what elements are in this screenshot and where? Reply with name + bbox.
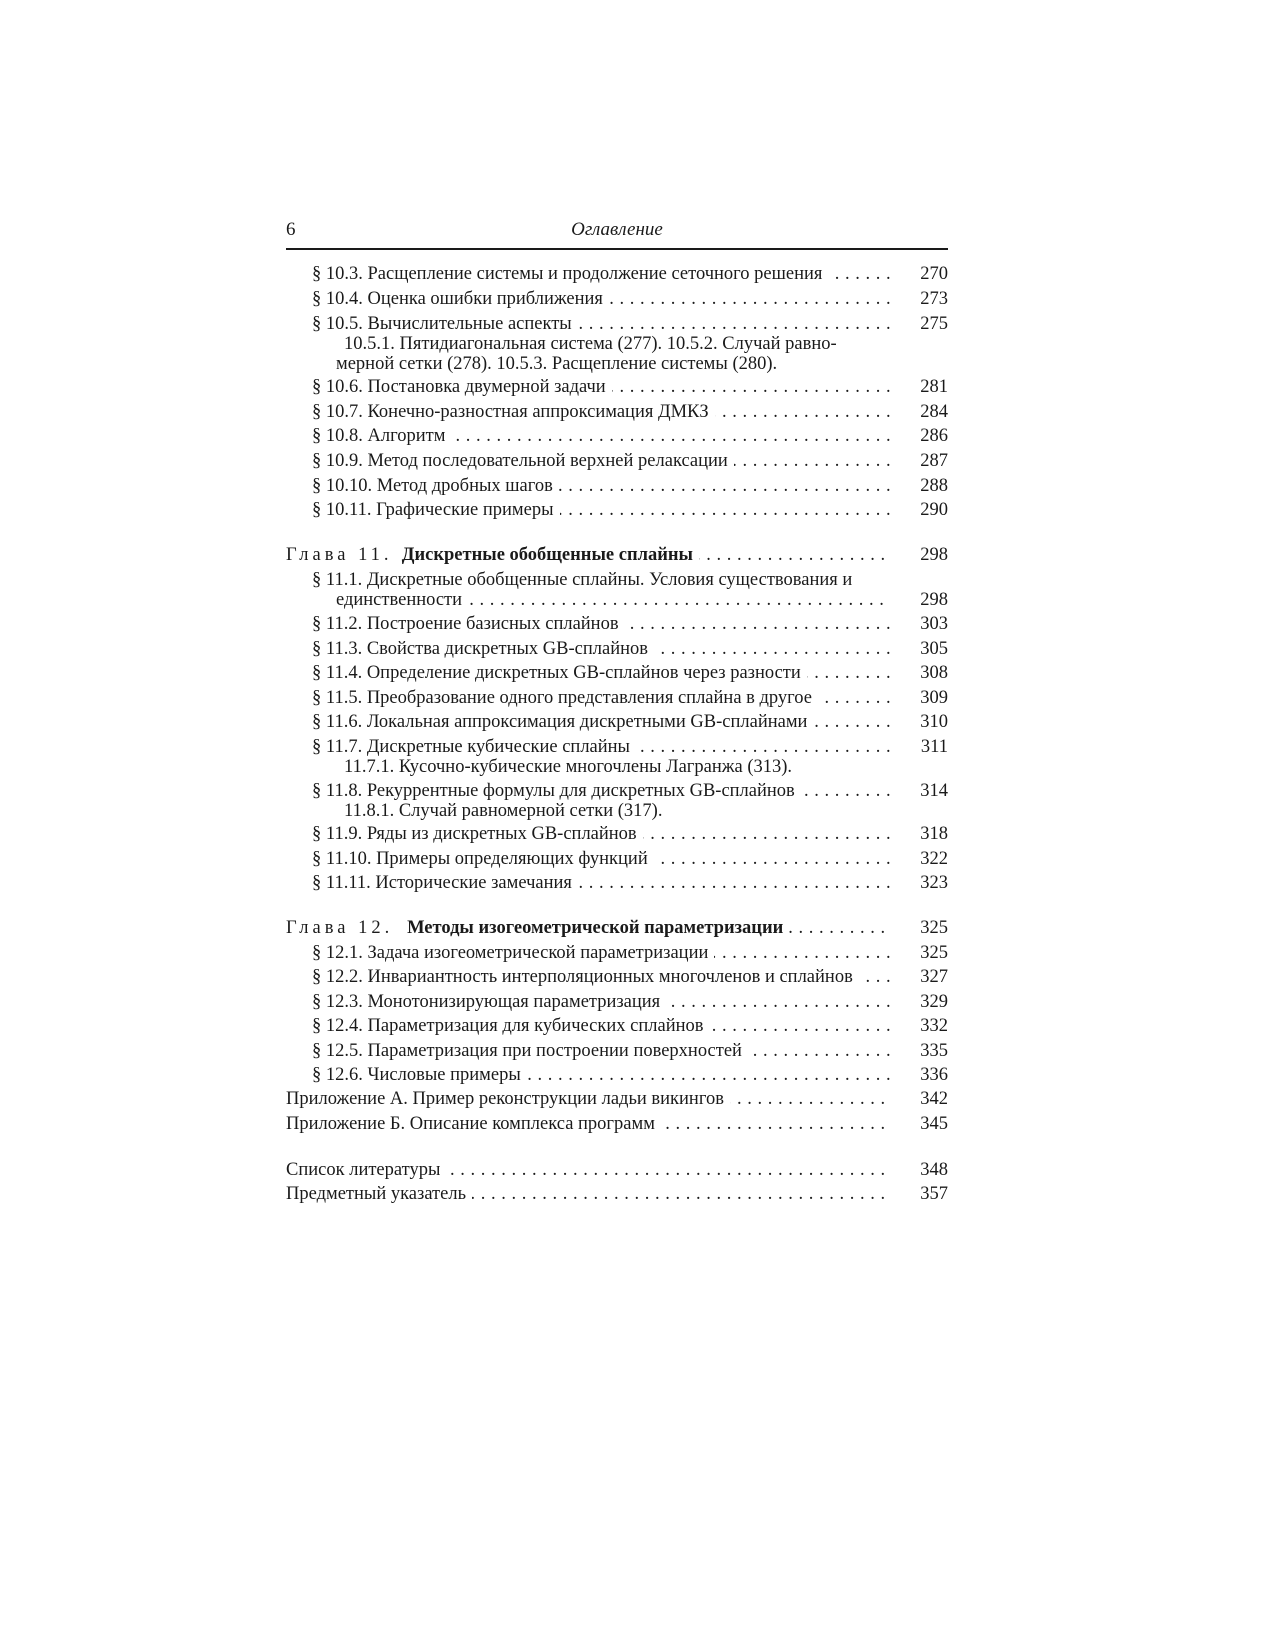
toc-references[interactable] xyxy=(286,1158,948,1182)
toc-entry-page: 329 xyxy=(920,992,948,1012)
toc-entry-12-5[interactable] xyxy=(312,1039,948,1063)
chapter-title: Методы изогеометрической параметризации xyxy=(407,918,784,938)
toc-entry-page: 309 xyxy=(920,688,948,708)
toc-entry-title: § 12.6. Числовые примеры xyxy=(312,1065,527,1085)
toc-chapter-11[interactable] xyxy=(286,543,948,567)
toc-entry-10-3[interactable] xyxy=(312,262,948,286)
toc-entry-11-3[interactable] xyxy=(312,637,948,661)
toc-entry-11-9[interactable] xyxy=(312,822,948,846)
toc-entry-11-6[interactable] xyxy=(312,710,948,734)
toc-entry-10-6[interactable] xyxy=(312,375,948,399)
toc-entry-11-1[interactable] xyxy=(336,588,948,612)
toc-entry-page: 303 xyxy=(920,614,948,634)
toc-entry-title: § 12.5. Параметризация при построении поверхностей xyxy=(312,1041,748,1061)
toc-entry-page: 305 xyxy=(920,639,948,659)
toc-entry-10-9[interactable] xyxy=(312,449,948,473)
toc-entry-title: § 10.9. Метод последовательной верхней релаксации xyxy=(312,451,734,471)
toc-entry-page: 325 xyxy=(920,918,948,938)
toc-entry-page: 323 xyxy=(920,873,948,893)
toc-entry-12-3[interactable] xyxy=(312,990,948,1014)
toc-entry-page: 288 xyxy=(920,476,948,496)
toc-entry-page: 311 xyxy=(920,737,948,757)
page-number: 6 xyxy=(286,219,296,240)
toc-entry-page: 284 xyxy=(920,402,948,422)
toc-entry-page: 310 xyxy=(920,712,948,732)
toc-entry-page: 336 xyxy=(920,1065,948,1085)
toc-entry-page: 314 xyxy=(920,781,948,801)
toc-entry-12-6[interactable] xyxy=(312,1063,948,1087)
toc-subsections-10-5-line-2: мерной сетки (278). 10.5.3. Расщепление системы (280). xyxy=(336,354,778,374)
toc-entry-page: 298 xyxy=(920,545,948,565)
toc-entry-title: § 11.5. Преобразование одного представления сплайна в другое xyxy=(312,688,818,708)
toc-entry-title: § 10.11. Графические примеры xyxy=(312,500,560,520)
running-title: Оглавление xyxy=(571,219,663,240)
toc-subsections-11-7: 11.7.1. Кусочно-кубические многочлены Лагранжа (313). xyxy=(344,757,793,777)
toc-appendix-b[interactable] xyxy=(286,1112,948,1136)
toc-entry-title: Приложение Б. Описание комплекса программ xyxy=(286,1114,661,1134)
toc-entry-11-11[interactable] xyxy=(312,871,948,895)
toc-entry-page: 345 xyxy=(920,1114,948,1134)
chapter-prefix: Глава 11. xyxy=(286,545,393,565)
toc-entry-title: § 10.5. Вычислительные аспекты xyxy=(312,314,578,334)
toc-entry-page: 286 xyxy=(920,426,948,446)
toc-entry-title: § 10.7. Конечно-разностная аппроксимация ДМКЗ xyxy=(312,402,715,422)
toc-entry-title: § 11.4. Определение дискретных GB-сплайнов через разности xyxy=(312,663,807,683)
toc-entry-title: Список литературы xyxy=(286,1160,446,1180)
toc-entry-page: 327 xyxy=(920,967,948,987)
toc-chapter-12[interactable] xyxy=(286,916,948,940)
toc-entry-11-10[interactable] xyxy=(312,847,948,871)
toc-entry-10-8[interactable] xyxy=(312,424,948,448)
toc-entry-10-10[interactable] xyxy=(312,474,948,498)
toc-entry-title: § 11.11. Исторические замечания xyxy=(312,873,578,893)
toc-entry-title: § 10.10. Метод дробных шагов xyxy=(312,476,559,496)
toc-entry-12-4[interactable] xyxy=(312,1014,948,1038)
toc-entry-page: 298 xyxy=(920,590,948,610)
toc-entry-title: § 11.8. Рекуррентные формулы для дискретных GB-сплайнов xyxy=(312,781,801,801)
toc-entry-title: § 11.9. Ряды из дискретных GB-сплайнов xyxy=(312,824,643,844)
toc-entry-title: § 10.8. Алгоритм xyxy=(312,426,451,446)
toc-entry-page: 318 xyxy=(920,824,948,844)
toc-entry-page: 348 xyxy=(920,1160,948,1180)
running-header xyxy=(286,218,948,250)
toc-entry-10-4[interactable] xyxy=(312,287,948,311)
toc-entry-title: § 12.4. Параметризация для кубических сплайнов xyxy=(312,1016,709,1036)
chapter-prefix: Глава 12. xyxy=(286,918,394,938)
toc-subsections-11-8: 11.8.1. Случай равномерной сетки (317). xyxy=(344,801,663,821)
toc-entry-page: 325 xyxy=(920,943,948,963)
toc-entry-title: § 12.2. Инвариантность интерполяционных многочленов и сплайнов xyxy=(312,967,859,987)
toc-entry-page: 287 xyxy=(920,451,948,471)
toc-entry-title: § 11.10. Примеры определяющих функций xyxy=(312,849,654,869)
toc-entry-title: § 10.4. Оценка ошибки приближения xyxy=(312,289,609,309)
chapter-title: Дискретные обобщенные сплайны xyxy=(401,545,693,565)
toc-entry-page: 273 xyxy=(920,289,948,309)
toc-entry-page: 332 xyxy=(920,1016,948,1036)
toc-subsections-10-5-line-1: 10.5.1. Пятидиагональная система (277). 10.5.2. Случай равно- xyxy=(344,334,837,354)
toc-entry-page: 275 xyxy=(920,314,948,334)
toc-entry-title: § 11.3. Свойства дискретных GB-сплайнов xyxy=(312,639,654,659)
toc-entry-12-2[interactable] xyxy=(312,965,948,989)
toc-entry-title: § 11.2. Построение базисных сплайнов xyxy=(312,614,625,634)
toc-entry-title: единственности xyxy=(336,590,468,610)
toc-entry-title: § 12.3. Монотонизирующая параметризация xyxy=(312,992,666,1012)
toc-entry-10-7[interactable] xyxy=(312,400,948,424)
toc-entry-title: § 11.6. Локальная аппроксимация дискретными GB-сплайнами xyxy=(312,712,813,732)
toc-appendix-a[interactable] xyxy=(286,1087,948,1111)
toc-entry-title: § 10.6. Постановка двумерной задачи xyxy=(312,377,612,397)
toc-entry-title: Приложение А. Пример реконструкции ладьи викингов xyxy=(286,1089,730,1109)
toc-entry-11-4[interactable] xyxy=(312,661,948,685)
toc-entry-11-5[interactable] xyxy=(312,686,948,710)
toc-entry-title: § 10.3. Расщепление системы и продолжение сеточного решения xyxy=(312,264,828,284)
toc-entry-page: 270 xyxy=(920,264,948,284)
toc-entry-12-1[interactable] xyxy=(312,941,948,965)
toc-entry-page: 290 xyxy=(920,500,948,520)
toc-entry-11-2[interactable] xyxy=(312,612,948,636)
toc-entry-10-11[interactable] xyxy=(312,498,948,522)
toc-entry-title: § 12.1. Задача изогеометрической параметризации xyxy=(312,943,714,963)
toc-entry-page: 322 xyxy=(920,849,948,869)
toc-entry-page: 342 xyxy=(920,1089,948,1109)
toc-subject-index[interactable] xyxy=(286,1182,948,1206)
toc-entry-page: 335 xyxy=(920,1041,948,1061)
toc-entry-title: § 11.7. Дискретные кубические сплайны xyxy=(312,737,636,757)
toc-entry-page: 308 xyxy=(920,663,948,683)
toc-entry-11-1-line-1: § 11.1. Дискретные обобщенные сплайны. Условия существования и xyxy=(312,570,853,590)
toc-entry-title: Предметный указатель xyxy=(286,1184,472,1204)
toc-entry-page: 357 xyxy=(920,1184,948,1204)
toc-entry-page: 281 xyxy=(920,377,948,397)
